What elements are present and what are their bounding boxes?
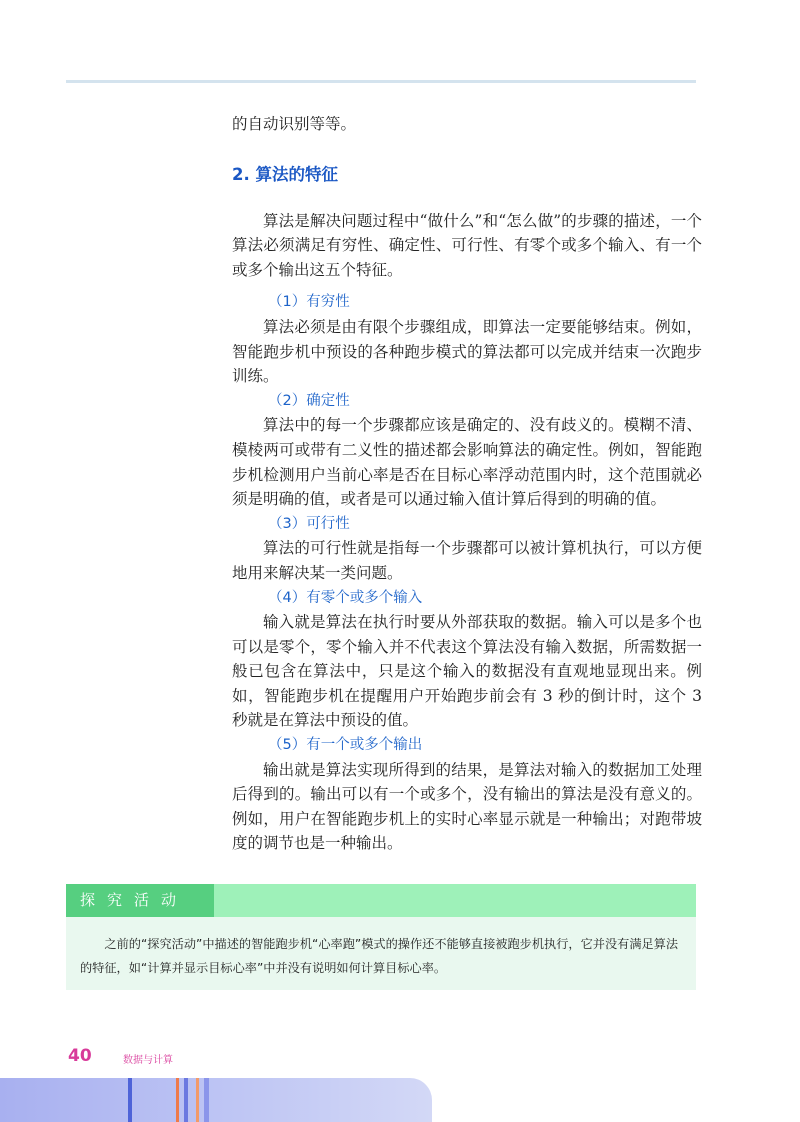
section-title: 2. 算法的特征 xyxy=(232,164,338,184)
footer-stripe-1 xyxy=(128,1078,132,1122)
page-number: 40 xyxy=(68,1046,92,1066)
activity-header-bar xyxy=(66,884,696,917)
feature-heading-feasibility: （3）可行性 xyxy=(268,515,350,532)
header-rule xyxy=(66,80,696,83)
footer-stripe-4 xyxy=(196,1078,199,1122)
activity-label: 探究活动 xyxy=(66,884,214,917)
footer-stripe-2 xyxy=(176,1078,179,1122)
feature-text-input: 输入就是算法在执行时要从外部获取的数据。输入可以是多个也可以是零个，零个输入并不代表这个算法没有输入数据，所需数据一般已包含在算法中，只是这个输入的数据没有直观地显现出来。例如，智能跑步机在提醒用户开始跑步前会有 3 秒的倒计时，这个 3 秒就是在算法中预设的值。 xyxy=(232,613,702,730)
feature-heading-definiteness: （2）确定性 xyxy=(268,392,350,409)
feature-text-output: 输出就是算法实现所得到的结果，是算法对输入的数据加工处理后得到的。输出可以有一个或多个，没有输出的算法是没有意义的。例如，用户在智能跑步机上的实时心率显示就是一种输出；对跑带坡度的调节也是一种输出。 xyxy=(232,760,702,853)
feature-text-definiteness: 算法中的每一个步骤都应该是确定的、没有歧义的。模糊不清、模棱两可或带有二义性的描述都会影响算法的确定性。例如，智能跑步机检测用户当前心率是否在目标心率浮动范围内时，这个范围就必须是明确的值，或者是可以通过输入值计算后得到的明确的值。 xyxy=(232,416,702,509)
feature-text-finiteness: 算法必须是由有限个步骤组成，即算法一定要能够结束。例如，智能跑步机中预设的各种跑步模式的算法都可以完成并结束一次跑步训练。 xyxy=(232,317,702,386)
feature-heading-output: （5）有一个或多个输出 xyxy=(268,737,423,754)
lead-paragraph: 的自动识别等等。 xyxy=(232,115,357,133)
activity-text: 之前的“探究活动”中描述的智能跑步机“心率跑”模式的操作还不能够直接被跑步机执行，它并没有满足算法的特征，如“计算并显示目标心率”中并没有说明如何计算目标心率。 xyxy=(80,937,679,975)
main-text-column xyxy=(232,112,702,856)
footer-stripe-3 xyxy=(184,1078,188,1122)
intro-paragraph: 算法是解决问题过程中“做什么”和“怎么做”的步骤的描述，一个算法必须满足有穷性、确定性、可行性、有零个或多个输入、有一个或多个输出这五个特征。 xyxy=(232,211,702,279)
running-head: 数据与计算 xyxy=(123,1055,173,1066)
feature-text-feasibility: 算法的可行性就是指每一个步骤都可以被计算机执行，可以方便地用来解决某一类问题。 xyxy=(232,539,702,582)
footer-stripe-5 xyxy=(204,1078,209,1122)
activity-box xyxy=(66,884,696,990)
footer-decor-band xyxy=(0,1078,432,1122)
feature-heading-finiteness: （1）有穷性 xyxy=(268,294,350,311)
feature-heading-input: （4）有零个或多个输入 xyxy=(268,589,423,606)
